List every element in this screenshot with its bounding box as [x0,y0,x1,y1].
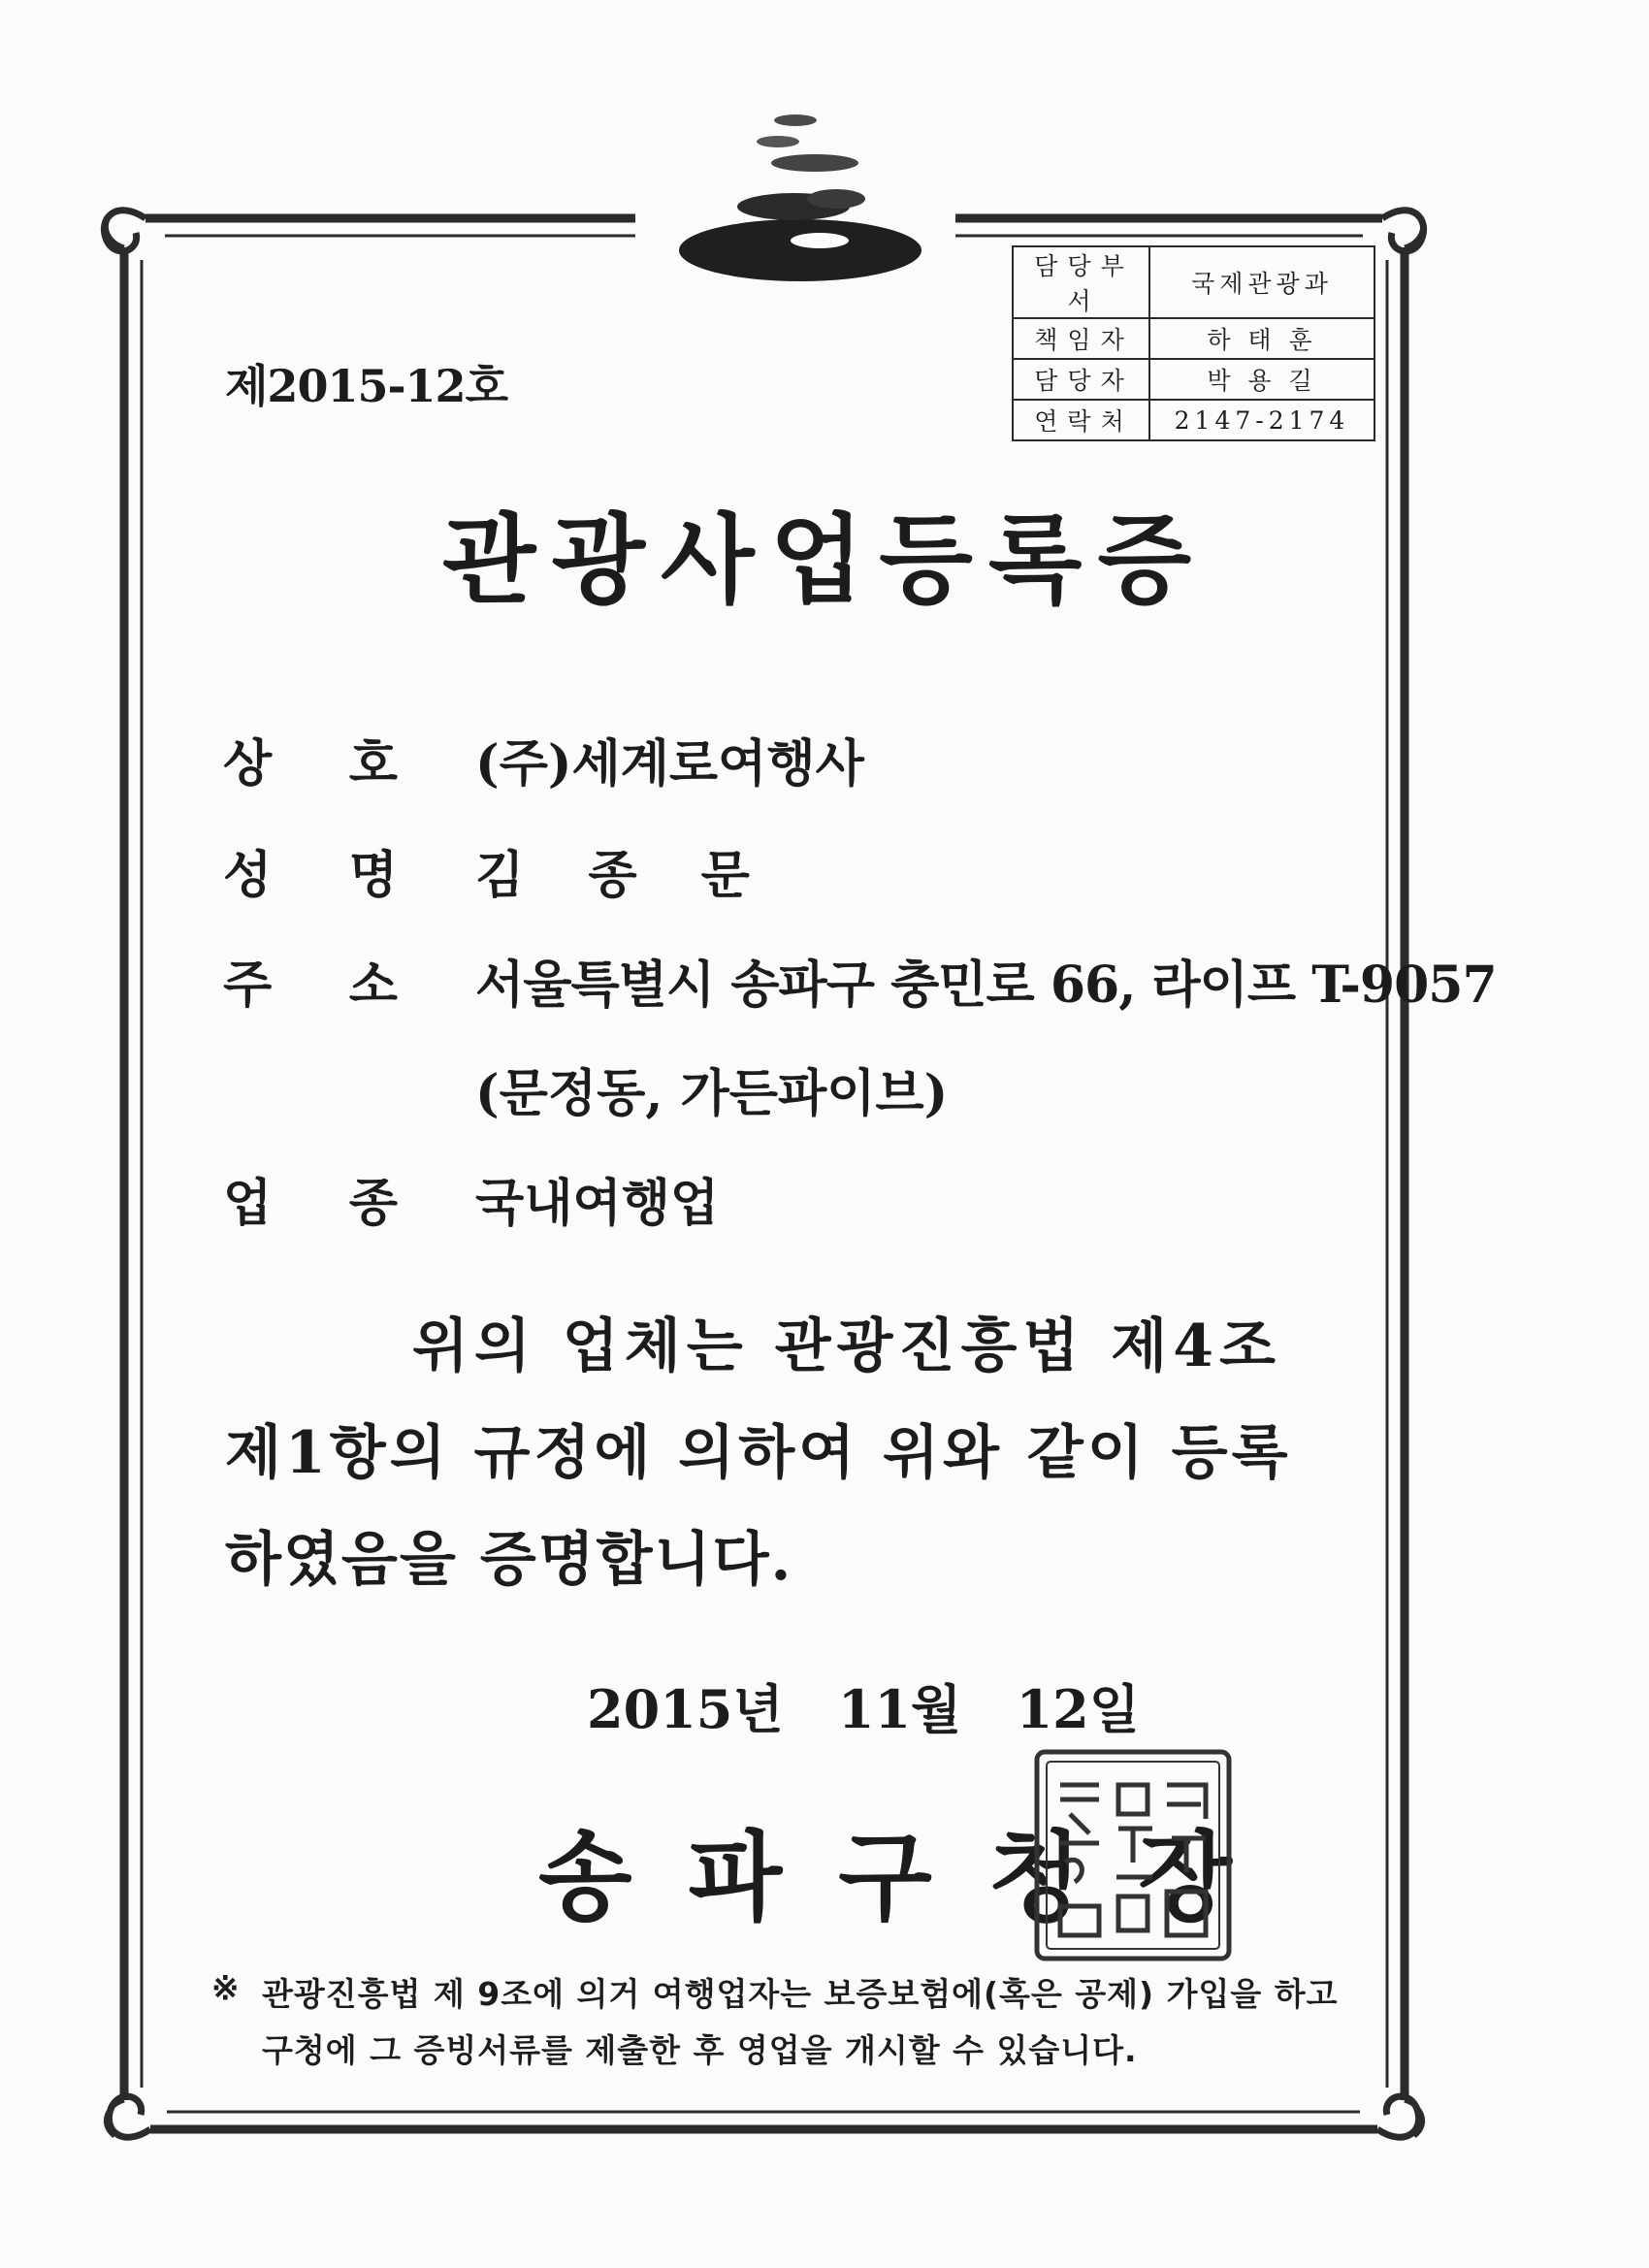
name-value: 김 종 문 [475,846,773,905]
contact-value: 박 용 길 [1149,359,1374,400]
statement-line: 하였음을 증명합니다. [225,1526,793,1594]
contact-key: 담당자 [1013,359,1149,400]
official-seal-stamp [1031,1746,1235,1964]
issue-date: 2015년 11월 12일 [587,1678,1140,1740]
statement-line: 위의 업체는 관광진흥법 제4조 [412,1312,1281,1380]
label-char: 주 [223,956,273,1015]
statement-line: 제1항의 규정에 의하여 위와 같이 등록 [225,1419,1292,1487]
notice-mark: ※ [211,1969,240,2008]
label-char: 소 [348,956,398,1015]
contact-value: 2147-2174 [1149,400,1374,440]
name-label [223,834,398,907]
label-char: 업 [223,1174,273,1233]
issuer-name: 송파구청장 [538,1820,1288,1934]
industry-label [223,1162,398,1235]
document-title: 관광사업등록증 [441,502,1208,617]
company-value: (주)세계로여행사 [475,734,864,794]
notice-line: 관광진흥법 제 9조에 의거 여행업자는 보증보험에(혹은 공제) 가입을 하고 [262,1975,1339,2013]
contact-row [1013,318,1374,359]
label-char: 성 [223,846,273,905]
address-label [223,944,398,1017]
address-value: 서울특별시 송파구 충민로 66, 라이프 T-9057 [475,956,1497,1015]
contact-row [1013,359,1374,400]
address-value-line2: (문정동, 가든파이브) [475,1064,949,1123]
contact-key: 담당부서 [1013,246,1149,318]
company-label [223,723,398,795]
document-number: 제2015-12호 [225,360,508,412]
notice-line: 구청에 그 증빙서류를 제출한 후 영업을 개시할 수 있습니다. [262,2031,1138,2069]
songpa-logo-emblem [669,107,931,286]
contact-row [1013,246,1374,318]
label-char: 명 [348,846,398,905]
industry-value: 국내여행업 [475,1174,720,1233]
label-char: 상 [223,734,273,794]
label-char: 호 [348,734,398,794]
contact-value: 국제관광과 [1149,246,1374,318]
label-char: 종 [348,1174,398,1233]
contact-key: 연락처 [1013,400,1149,440]
contact-key: 책임자 [1013,318,1149,359]
contact-value: 하 태 훈 [1149,318,1374,359]
contact-table [1012,245,1375,441]
contact-row [1013,400,1374,440]
